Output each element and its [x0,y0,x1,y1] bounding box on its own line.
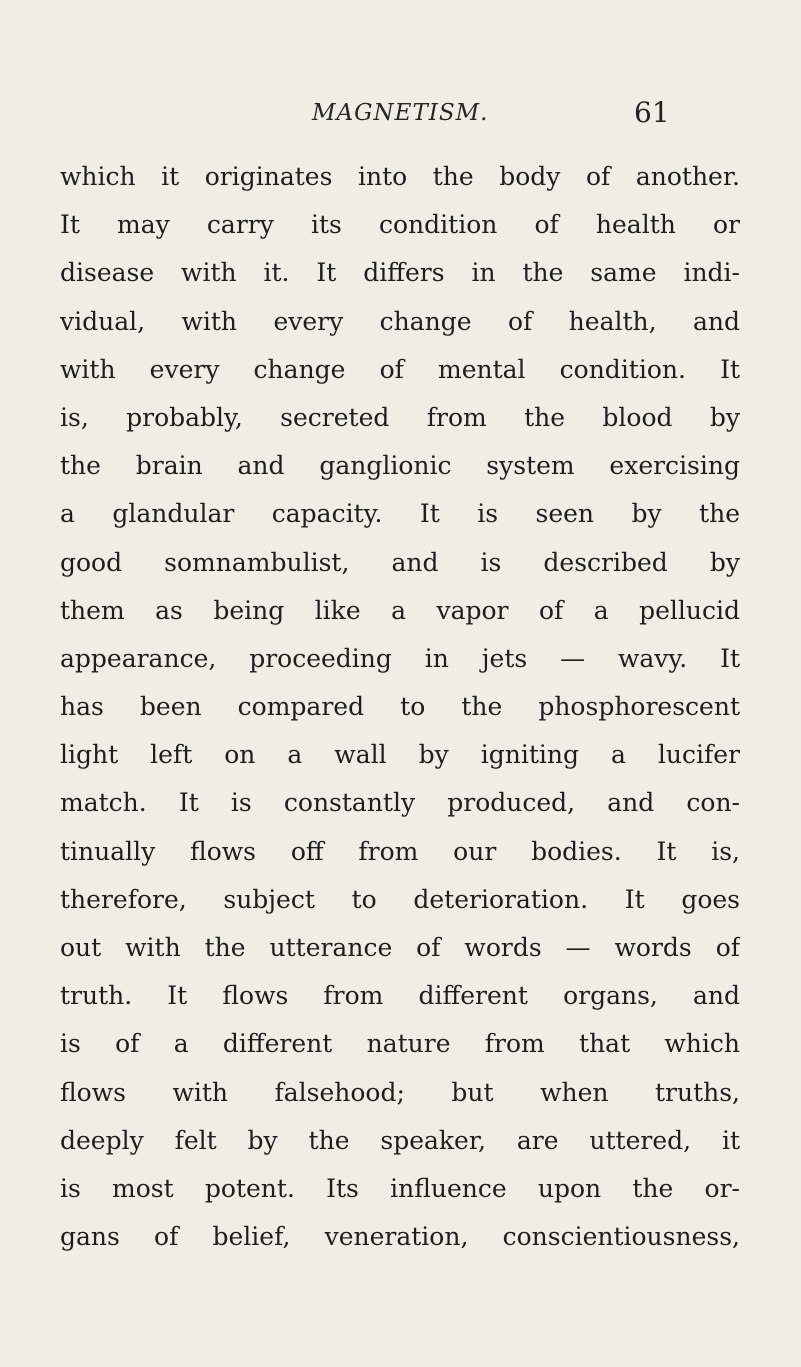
text-line: It may carry its condition of health or [60,210,740,240]
body-text [60,153,740,1261]
text-line: appearance, proceeding in jets — wavy. It [60,643,740,673]
text-line: with every change of mental condition. It [60,354,740,384]
page-number: 61 [634,96,670,129]
text-line: a glandular capacity. It is seen by the [60,499,740,529]
text-line: them as being like a vapor of a pellucid [60,595,740,625]
text-line: truth. It flows from different organs, and [60,981,740,1011]
text-line: is, probably, secreted from the blood by [60,402,740,432]
running-head [60,96,740,140]
text-line: out with the utterance of words — words of [60,933,740,962]
text-line: match. It is constantly produced, and con- [60,788,740,818]
text-line: disease with it. It differs in the same indi- [60,258,740,288]
text-line: light left on a wall by igniting a lucifer [60,740,740,770]
running-title: MAGNETISM. [312,100,489,126]
text-line: has been compared to the phosphorescent [60,692,740,722]
text-line: is most potent. Its influence upon the or- [60,1173,740,1203]
text-line: which it originates into the body of another. [60,162,740,191]
text-line: is of a different nature from that which [60,1029,740,1059]
text-line: gans of belief, veneration, conscientiousness, [60,1222,740,1252]
text-line: therefore, subject to deterioration. It goes [60,884,740,914]
text-line: flows with falsehood; but when truths, [60,1077,740,1107]
text-line: good somnambulist, and is described by [60,547,740,577]
text-line: deeply felt by the speaker, are uttered, it [60,1125,740,1155]
text-line: the brain and ganglionic system exercising [60,451,740,481]
text-line: tinually flows off from our bodies. It is, [60,836,740,866]
text-line: vidual, with every change of health, and [60,306,740,336]
